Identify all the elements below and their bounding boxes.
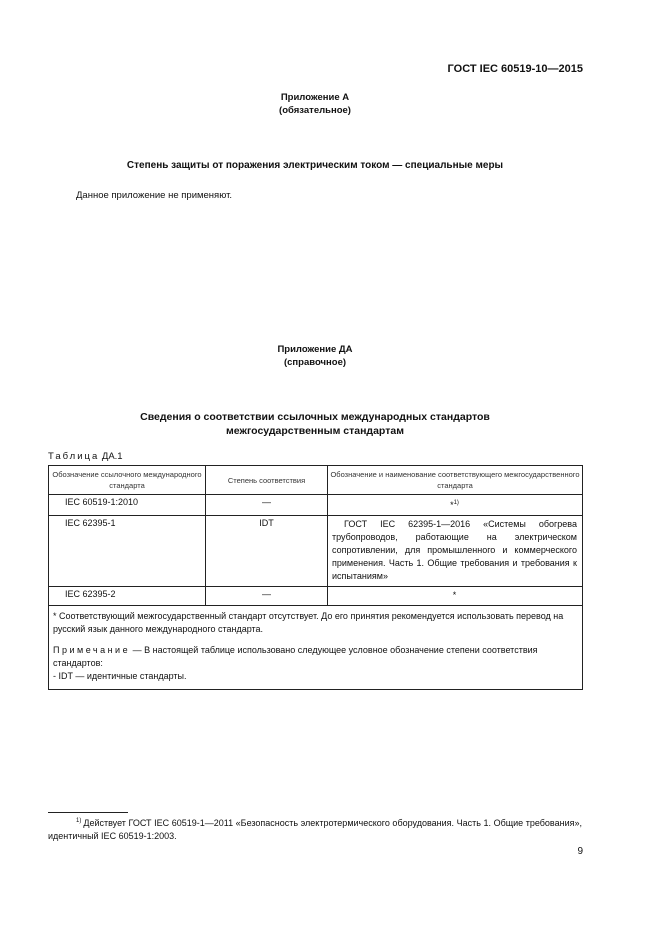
annex-a-title: Приложение А [280, 92, 350, 103]
note-asterisk: * Соответствующий межгосударственный стандарт отсутствует. До его принятия рекомендуется использовать перевод на русский язык данного международного стандарта. [53, 611, 564, 634]
row-standard: IEC 60519-1:2010 [49, 495, 206, 516]
annex-da-status: (справочное) [283, 357, 347, 368]
row-description-text: * [450, 500, 454, 510]
annex-da-title: Приложение ДА [277, 344, 353, 355]
table-header-row [49, 466, 583, 495]
footnote-marker: 1) [76, 818, 82, 824]
row-standard: IEC 62395-1 [49, 516, 206, 587]
row-degree: — [206, 587, 328, 606]
table-row [49, 516, 583, 587]
annex-a-text: Данное приложение не применяют. [76, 190, 233, 201]
row-description-text: ГОСТ IEC 62395-1—2016 «Системы обогрева трубопроводов, работающие на электрическом сопротивлении, для промышленного и коммерческого применения. Часть 1. Общие требования и требования к испытаниям» [332, 519, 577, 581]
annex-a-status: (обязательное) [279, 105, 351, 116]
row-standard: IEC 62395-2 [49, 587, 206, 606]
header-degree: Степень соответствия [206, 466, 328, 495]
annex-da-heading-line2: межгосударственным стандартам [226, 425, 404, 437]
row-degree: IDT [206, 516, 328, 587]
table-caption [48, 451, 123, 462]
header-interstate-standard: Обозначение и наименование соответствующего межгосударственного стандарта [328, 466, 583, 495]
footnote-reference: 1) [453, 500, 459, 506]
document-code: ГОСТ IEC 60519-10—2015 [447, 63, 583, 75]
table-caption-number: ДА.1 [101, 451, 123, 462]
conformity-table [48, 465, 583, 690]
table-caption-label: Таблица [48, 451, 100, 462]
table-row [49, 495, 583, 516]
table-notes [49, 606, 583, 690]
annex-da-heading-line1: Сведения о соответствии ссылочных международных стандартов [140, 411, 490, 423]
header-international-standard: Обозначение ссылочного международного стандарта [49, 466, 206, 495]
annex-da-heading [48, 410, 582, 438]
note-text: — В настоящей таблице использовано следующее условное обозначение степени соответствия стандартов: [53, 645, 538, 668]
footnote [48, 815, 582, 843]
note-paragraph [53, 644, 577, 670]
table-note-row [49, 606, 583, 690]
row-description [328, 516, 583, 587]
footnote-text: Действует ГОСТ IEC 60519-1—2011 «Безопасность электротермического оборудования. Часть 1. Общие требования», идентичный IEC 60519-1:2003. [48, 818, 582, 841]
footnote-rule [48, 812, 128, 813]
row-description [328, 495, 583, 516]
note-item: - IDT — идентичные стандарты. [53, 671, 187, 681]
annex-a-heading: Степень защиты от поражения электрическим током — специальные меры [126, 160, 504, 171]
note-label: Примечание [53, 645, 131, 655]
table-row [49, 587, 583, 606]
row-description: * [328, 587, 583, 606]
row-degree: — [206, 495, 328, 516]
page-number: 9 [577, 846, 583, 857]
